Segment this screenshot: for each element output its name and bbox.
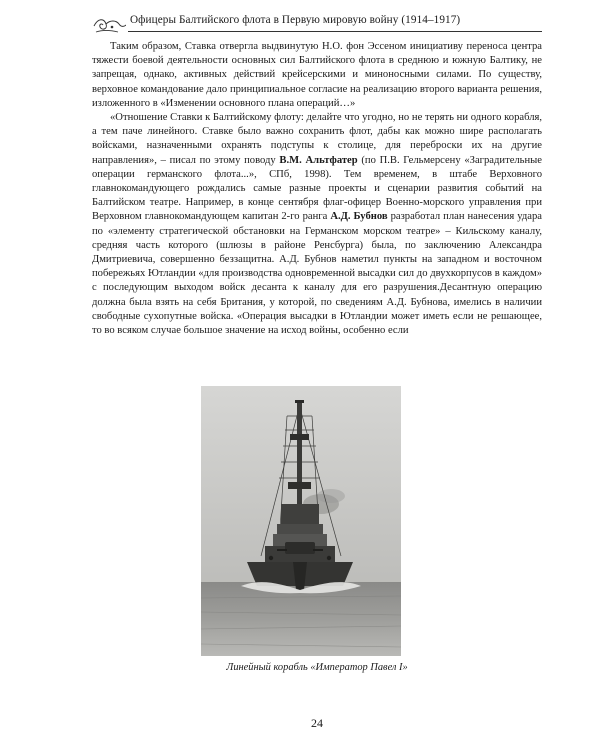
figure-caption: Линейный корабль «Император Павел I» [226,662,408,673]
fleuron-ornament-icon [92,14,126,36]
header-rule [128,31,542,32]
paragraph [92,40,542,111]
battleship-photo [201,386,401,656]
text-run: (по П.В. Гельмерсену «Заградительные операции германского флота...», СПб, 1998). Тем временем, в штабе Верховного главнокомандующего рождались самые разные проекты и сценарии развития событий на Балтийском театре. Например, в конце сентября флаг-офицер Военно-морского управления при Верховном главнокомандующем капитан 2-го ранга [92,154,543,223]
battleship-illustration [201,386,401,656]
bold-name: А.Д. Бубнов [330,211,388,223]
text-run: Таким образом, Ставка отвергла выдвинутую Н.О. фон Эссеном инициативу переноса центра тяжести боевой деятельности основных сил Балтийского флота в среднюю и южную Балтику, не запрещая, однако, активных действий крейсерскими и миноносными силами. По существу, верховное командование дало принципиальное согласие на реализацию второго варианта решения, изложенного в «Изменении основного плана операций…» [92,41,542,109]
running-header [92,12,542,38]
text-run: «Отношение Ставки к Балтийскому флоту: делайте что угодно, но не терять ни одного корабля, а тем паче линейного. Ставке было важно сохранить флот, дабы как можно шире располагать войсками, назначенными охранять подступы к столице, для переброски их на другие направления», – писал по этому поводу [92,112,542,166]
paragraph [92,111,542,338]
text-run: разработал план нанесения удара по «элементу стратегической обстановки на Германском морском театре» – Кильскому каналу, средняя часть которого (шлюзы в районе Ренсбурга) была, по заключению Александра Дмитриевича, совершенно беззащитна. А.Д. Бубнов наметил пункты на западном и восточном побережьях Ютландии «для производства одновременной высадки сил до двухкорпусов в каждом» с последующим выходом войск десанта к каналу для его разрушения.Десантную операцию должна была взять на себя Британия, у которой, по сведениям А.Д. Бубнова, имелись в наличии свободные сухопутные войска. «Операция высадки в Ютландии может иметь если не решающее, то во всяком случае большое значение на исход войны, особенно если [92,211,542,337]
bold-name: В.М. Альтфатер [279,154,358,166]
body-text [92,40,542,338]
running-header-title: Офицеры Балтийского флота в Первую мировую войну (1914–1917) [130,14,461,26]
page-number: 24 [311,716,323,730]
